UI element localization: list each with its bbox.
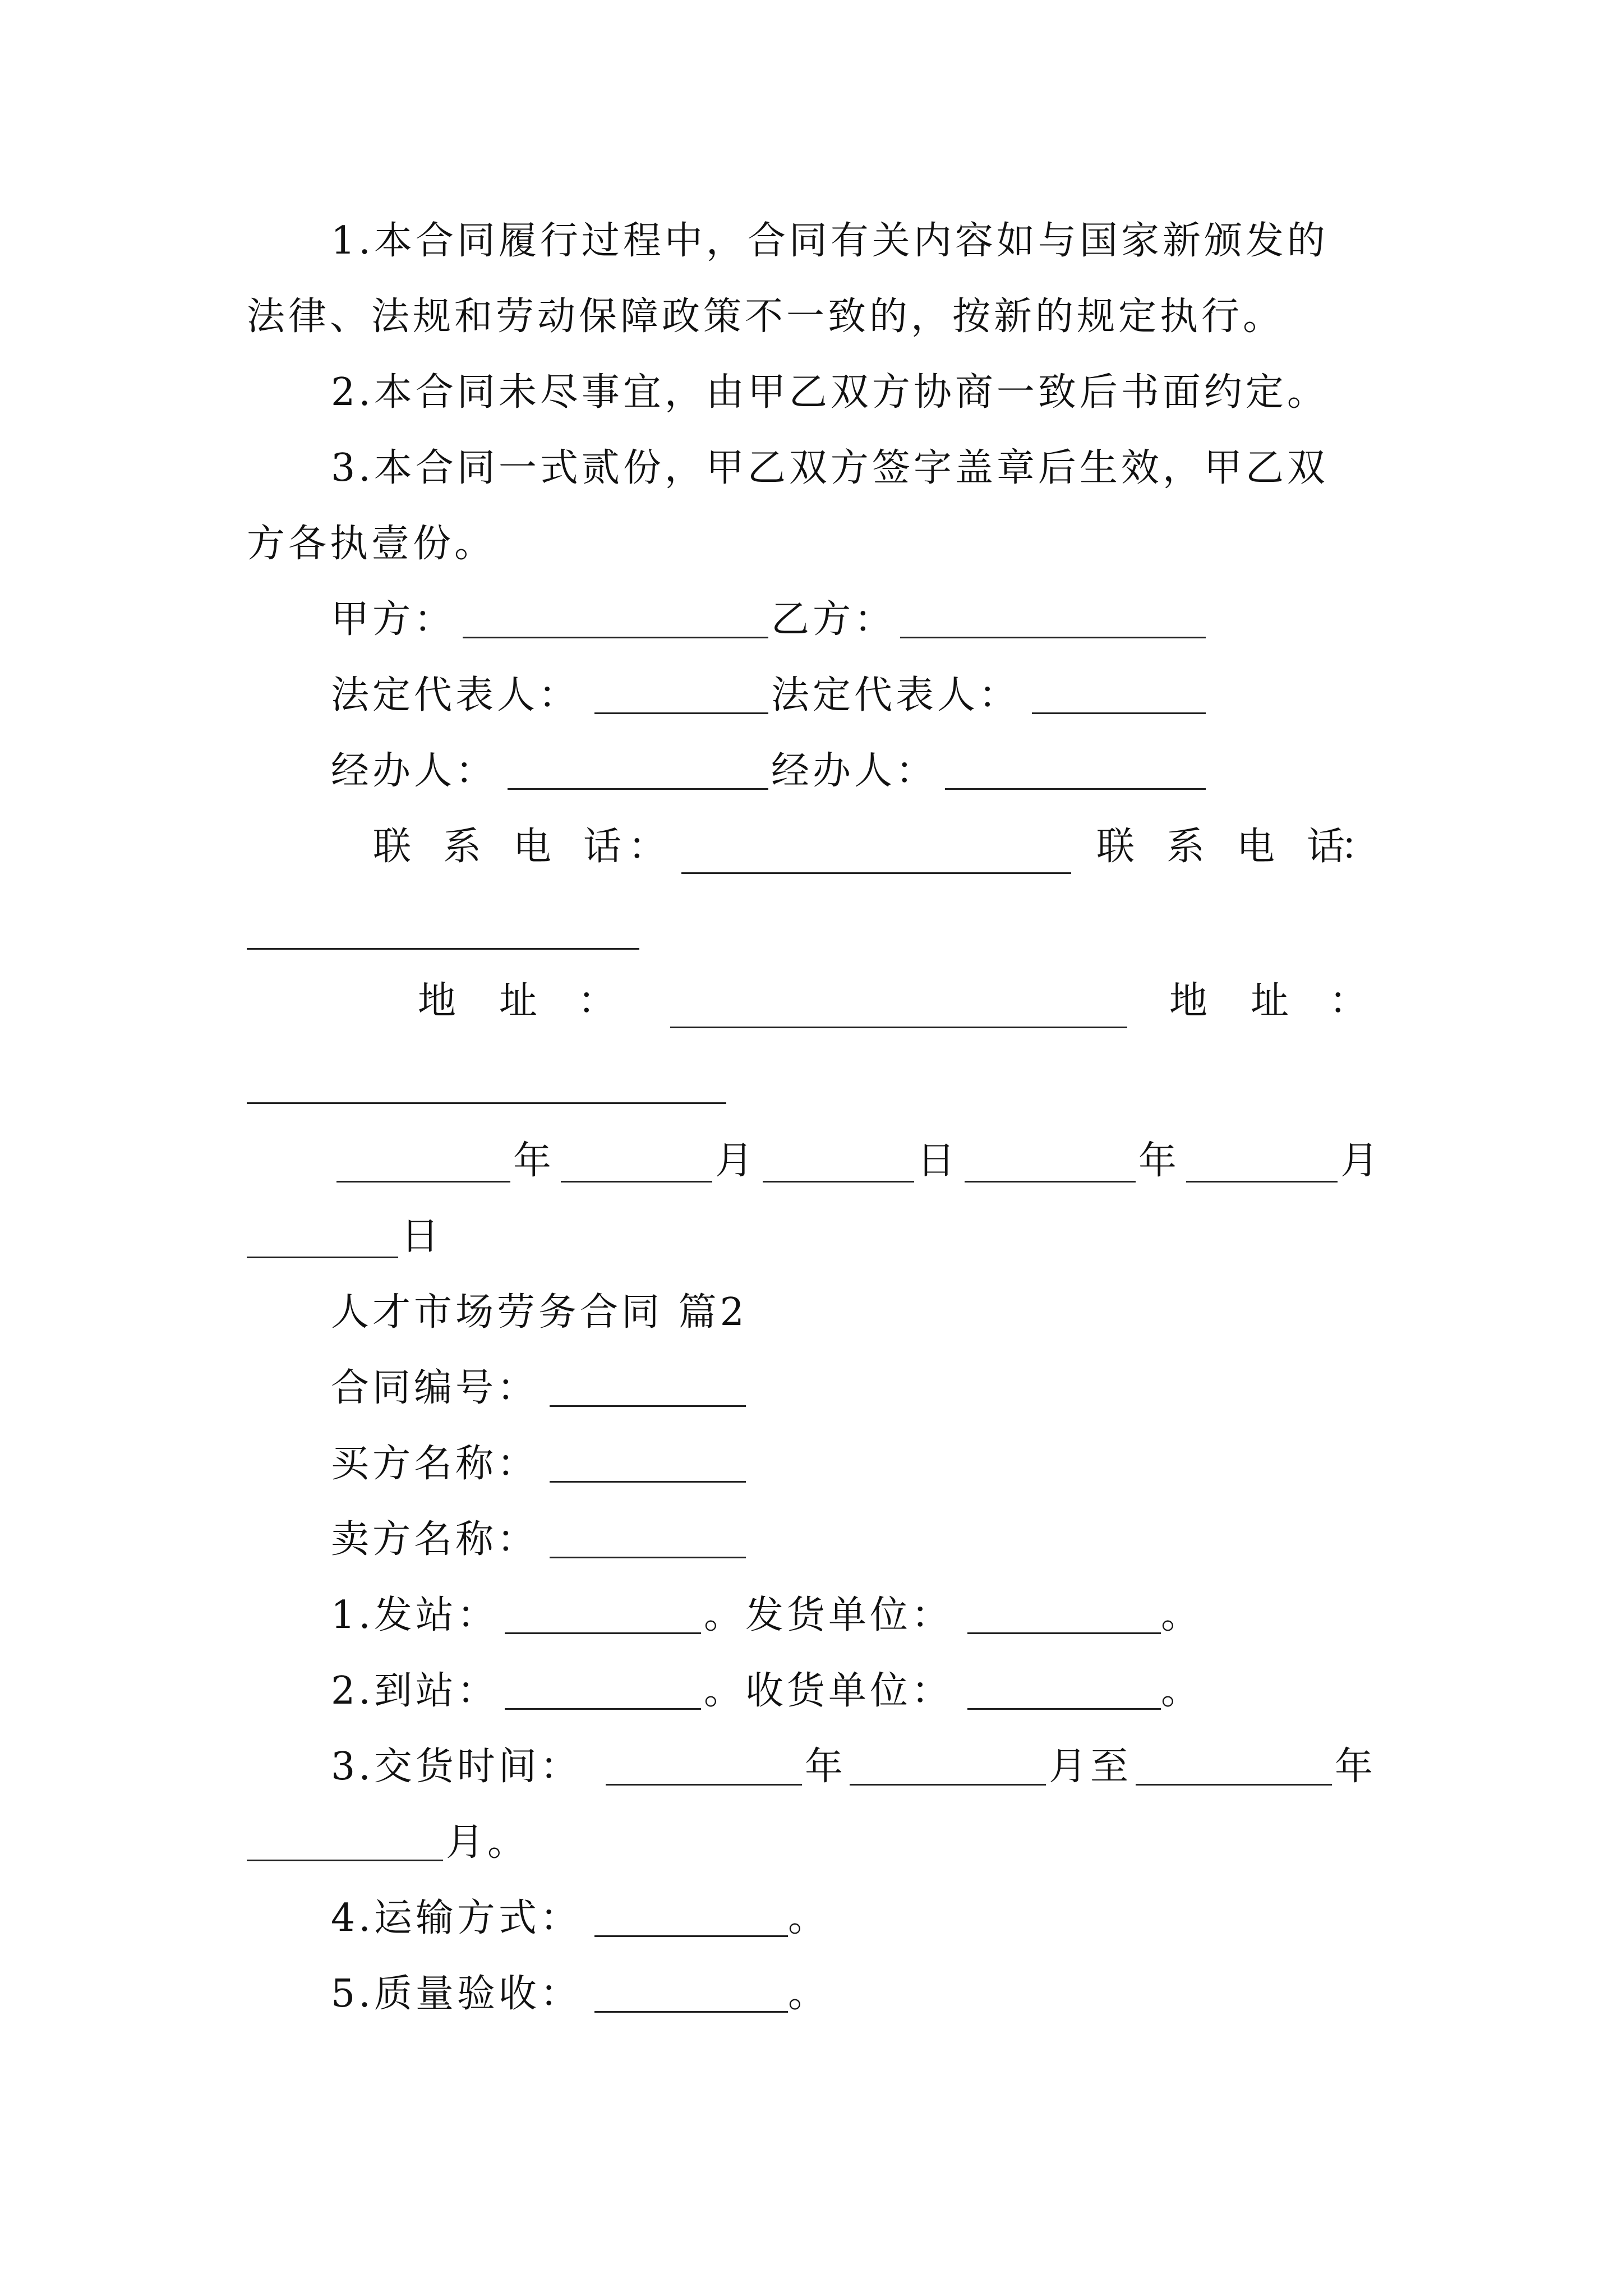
date-a-year: 年 (513, 1139, 555, 1183)
phone-b-char: 话 (1307, 825, 1345, 869)
party-a-blank (463, 637, 768, 638)
date-b-month: 月 (1340, 1139, 1382, 1183)
legal-rep-b-label: 法定代表人： (771, 673, 1021, 717)
phone-a-char: 话 (583, 825, 622, 869)
date-b-day-blank (247, 1257, 398, 1258)
address-b-char: 地 (1169, 979, 1208, 1023)
item-5-label: 5.质量验收： (331, 1972, 582, 2016)
item-5-blank (594, 2011, 788, 2013)
date-a-month-blank (561, 1181, 712, 1182)
date-a-year-blank (336, 1181, 510, 1182)
seller-label: 卖方名称： (331, 1517, 539, 1562)
item-3-month-end: 月。 (446, 1820, 529, 1865)
address-a-char: 址 (499, 979, 538, 1023)
item-3-month-blank (850, 1784, 1046, 1786)
seller-blank (550, 1557, 746, 1558)
contract-no-label: 合同编号： (331, 1366, 539, 1410)
legal-rep-a-blank (594, 712, 768, 714)
clause-3-line-2: 方各执壹份。 (247, 522, 496, 566)
date-b-year: 年 (1138, 1139, 1181, 1183)
party-a-label: 甲方： (331, 597, 456, 642)
phone-b-char: 联 (1096, 825, 1135, 869)
clause-1-line-2: 法律、法规和劳动保障政策不一致的，按新的规定执行。 (247, 295, 1285, 339)
item-3-label: 3.交货时间： (331, 1745, 582, 1789)
item-2-station-blank (505, 1708, 701, 1710)
phone-b-char: ： (1340, 825, 1379, 869)
legal-rep-b-blank (1032, 712, 1206, 714)
item-3-year2: 年 (1335, 1745, 1377, 1789)
item-1-station: 1.发站： (331, 1593, 499, 1637)
item-1-end: 。 (1161, 1593, 1203, 1637)
handler-a-label: 经办人： (331, 749, 497, 793)
item-2-unit: 。收货单位： (704, 1669, 953, 1713)
date-b-year-blank (965, 1181, 1136, 1182)
phone-b-blank (247, 948, 639, 950)
item-1-unit: 。发货单位： (704, 1593, 953, 1637)
item-3-year-blank (606, 1784, 802, 1786)
party-b-blank (900, 637, 1206, 638)
clause-3-line-1: 3.本合同一式贰份，甲乙双方签字盖章后生效，甲乙双 (331, 446, 1329, 490)
address-b-char: ： (1329, 979, 1368, 1023)
phone-a-blank (681, 872, 1071, 874)
item-3-month2-blank (247, 1860, 443, 1861)
item-2-unit-blank (967, 1708, 1161, 1710)
date-a-day: 日 (917, 1139, 959, 1183)
date-b-day: 日 (401, 1214, 443, 1259)
contract-no-blank (550, 1405, 746, 1407)
item-2-station: 2.到站： (331, 1669, 499, 1713)
handler-b-label: 经办人： (771, 749, 938, 793)
clause-1-line-1: 1.本合同履行过程中，合同有关内容如与国家新颁发的 (331, 219, 1329, 263)
address-a-char: 地 (418, 979, 457, 1023)
phone-a-char: 系 (443, 825, 482, 869)
item-1-station-blank (505, 1632, 701, 1634)
handler-a-blank (508, 788, 768, 790)
party-b-label: 乙方： (771, 597, 896, 642)
address-b-blank (247, 1102, 726, 1104)
item-3-year: 年 (805, 1745, 847, 1789)
buyer-blank (550, 1481, 746, 1483)
handler-b-blank (945, 788, 1206, 790)
item-4-end: 。 (788, 1896, 830, 1940)
phone-row (0, 822, 1623, 872)
item-3-year2-blank (1136, 1784, 1332, 1786)
date-b-month-blank (1186, 1181, 1338, 1182)
address-row (0, 976, 1623, 1027)
section-2-heading: 人才市场劳务合同 篇2 (331, 1290, 748, 1335)
address-a-char: ： (578, 979, 616, 1023)
legal-rep-a-label: 法定代表人： (331, 673, 580, 717)
item-2-end: 。 (1161, 1669, 1203, 1713)
date-a-month: 月 (715, 1139, 757, 1183)
address-a-blank (670, 1027, 1127, 1028)
phone-b-char: 电 (1237, 825, 1275, 869)
item-4-blank (594, 1935, 788, 1937)
item-4-label: 4.运输方式： (331, 1896, 582, 1940)
clause-2: 2.本合同未尽事宜，由甲乙双方协商一致后书面约定。 (331, 370, 1329, 415)
item-5-end: 。 (788, 1972, 830, 2016)
phone-b-char: 系 (1166, 825, 1205, 869)
item-1-unit-blank (967, 1632, 1161, 1634)
buyer-label: 买方名称： (331, 1442, 539, 1486)
phone-a-char: 联 (373, 825, 412, 869)
address-b-char: 址 (1251, 979, 1289, 1023)
item-3-month-to: 月至 (1049, 1745, 1132, 1789)
phone-a-char: 电 (513, 825, 552, 869)
date-a-day-blank (763, 1181, 914, 1182)
phone-a-char: ： (628, 825, 667, 869)
